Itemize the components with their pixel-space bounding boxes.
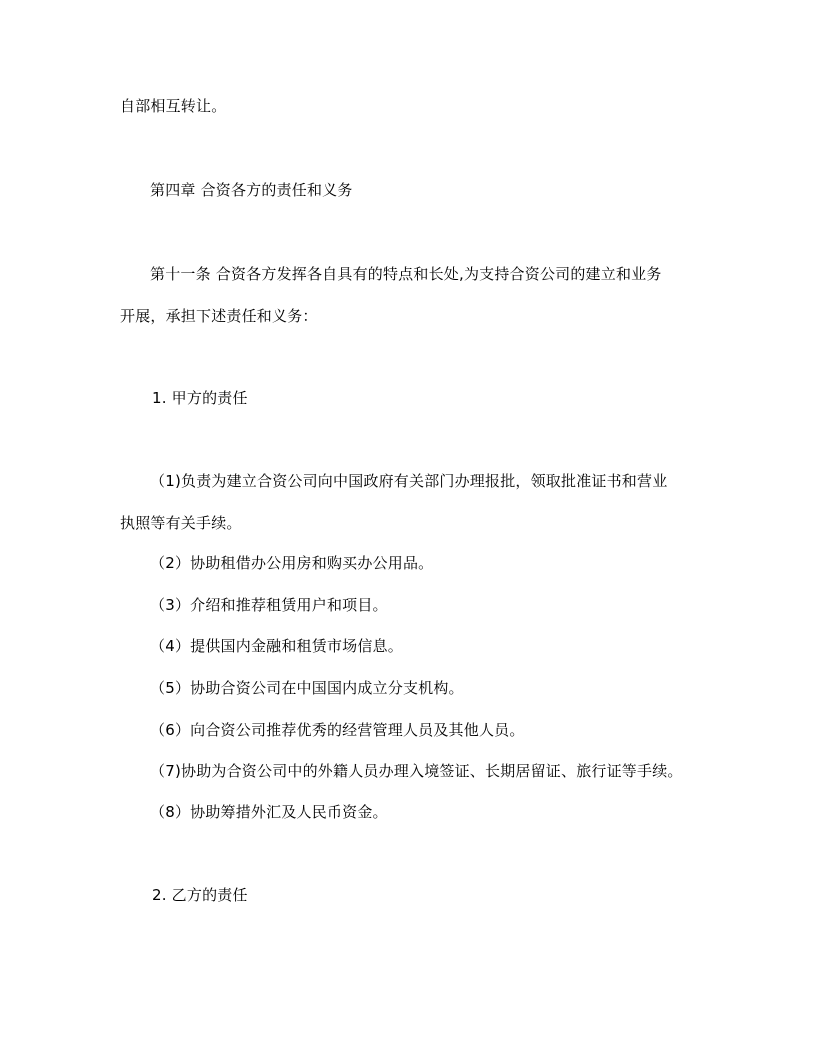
party-a-item-8: （8）协助筹措外汇及人民币资金。 — [150, 803, 388, 821]
party-a-item-2: （2）协助租借办公用房和购买办公用品。 — [150, 554, 434, 572]
party-a-item-6: （6）向合资公司推荐优秀的经营管理人员及其他人员。 — [150, 721, 525, 739]
party-a-item-4: （4）提供国内金融和租赁市场信息。 — [150, 637, 403, 655]
party-a-item-5: （5）协助合资公司在中国国内成立分支机构。 — [150, 679, 464, 697]
article-11-line-2: 开展，承担下述责任和义务： — [120, 307, 318, 325]
party-a-heading: 1. 甲方的责任 — [152, 389, 248, 407]
party-a-item-1: （1)负责为建立合资公司向中国政府有关部门办理报批，领取批准证书和营业 — [150, 472, 668, 490]
chapter-title: 第四章 合资各方的责任和义务 — [150, 181, 353, 199]
article-11-line-1: 第十一条 合资各方发挥各自具有的特点和长处,为支持合资公司的建立和业务 — [150, 265, 662, 283]
party-a-item-1-cont: 执照等有关手续。 — [120, 514, 242, 532]
party-b-heading: 2. 乙方的责任 — [152, 886, 248, 904]
party-a-item-7: （7)协助为合资公司中的外籍人员办理入境签证、长期居留证、旅行证等手续。 — [150, 762, 683, 780]
continuation-text: 自部相互转让。 — [120, 97, 227, 115]
party-a-item-3: （3）介绍和推荐租赁用户和项目。 — [150, 596, 388, 614]
